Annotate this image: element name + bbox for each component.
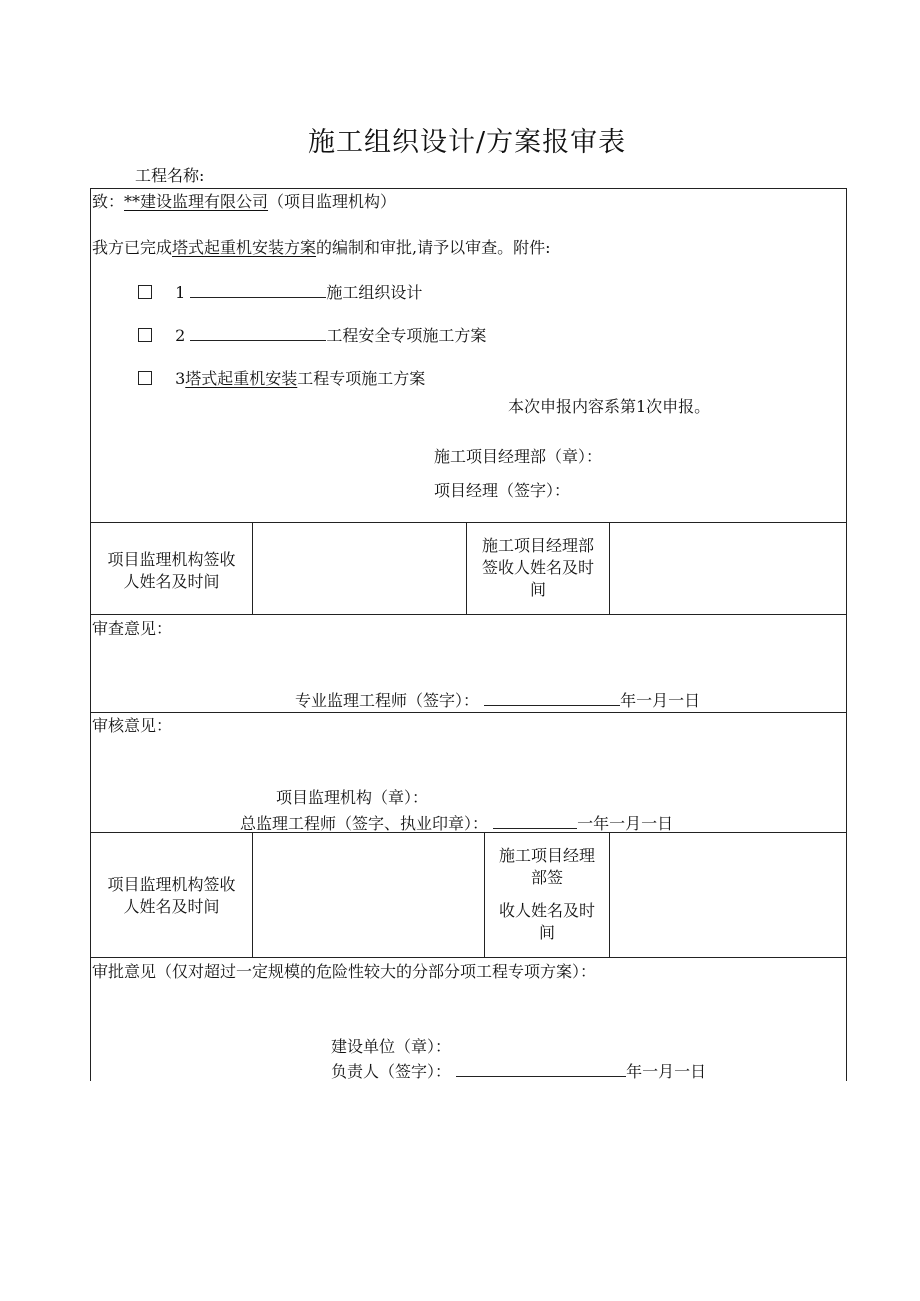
audit-signature-blank[interactable]	[493, 813, 577, 829]
attachment-number: 2	[175, 326, 186, 345]
supervision-company: **建设监理有限公司	[124, 192, 269, 211]
statement-line	[92, 238, 551, 258]
attachment-fill-blank[interactable]	[190, 282, 326, 298]
audit-signature-line	[240, 813, 673, 834]
addressee-prefix: 致：	[92, 192, 125, 211]
label-line: 间	[529, 580, 546, 599]
audit-opinion-label: 审核意见：	[92, 716, 173, 735]
approval-date: 年一月一日	[626, 1062, 707, 1081]
review-date: 年一月一日	[620, 691, 701, 710]
submission-note: 本次申报内容系第1次申报。	[508, 397, 711, 416]
approval-signature-blank[interactable]	[456, 1061, 626, 1077]
label-line: 收人姓名及时	[498, 901, 595, 920]
review-opinion-label: 审查意见：	[92, 619, 173, 638]
addressee-line	[92, 192, 396, 212]
review-signer-label: 专业监理工程师（签字）：	[295, 691, 480, 710]
attachment-fill-blank[interactable]	[190, 325, 326, 341]
attachment-text: 工程专项施工方案	[297, 369, 426, 388]
project-manager-sign-label: 项目经理（签字）：	[434, 481, 571, 500]
contractor-dept-seal-label: 施工项目经理部（章）：	[434, 447, 603, 466]
contractor-receipt-field[interactable]	[610, 833, 846, 957]
attachment-number: 3	[175, 369, 186, 388]
statement-pre: 我方已完成	[92, 238, 173, 257]
audit-date: 一年一月一日	[577, 814, 674, 833]
approval-signer-label: 负责人（签字）：	[331, 1062, 452, 1081]
label-line: 人姓名及时间	[123, 572, 220, 591]
label-line: 签收人姓名及时	[481, 558, 594, 577]
audit-seal-label: 项目监理机构（章）：	[276, 788, 429, 807]
attachment-item[interactable]	[138, 325, 486, 346]
supervision-receipt-label	[91, 874, 252, 918]
statement-item: 塔式起重机安装方案	[172, 238, 317, 257]
attachment-number: 1	[175, 283, 186, 302]
contractor-receipt-field[interactable]	[610, 523, 846, 614]
review-signature-blank[interactable]	[484, 690, 620, 706]
label-line: 人姓名及时间	[123, 897, 220, 916]
supervision-receipt-label	[91, 549, 252, 593]
supervision-receipt-field[interactable]	[253, 523, 466, 614]
supervision-receipt-field[interactable]	[253, 833, 484, 957]
attachment-text: 施工组织设计	[326, 283, 423, 302]
checkbox[interactable]	[138, 285, 152, 299]
attachment-fill-text: 塔式起重机安装	[185, 369, 298, 388]
approval-signature-line	[331, 1061, 706, 1082]
attachment-item[interactable]	[138, 369, 425, 389]
contractor-receipt-label	[485, 845, 609, 944]
statement-post: 的编制和审批,请予以审查。附件:	[316, 238, 551, 257]
label-line: 施工项目经理	[498, 846, 595, 865]
review-signature-line	[295, 690, 700, 711]
label-line: 间	[538, 923, 555, 942]
audit-signer-label: 总监理工程师（签字、执业印章）：	[240, 814, 489, 833]
approval-seal-label: 建设单位（章）：	[331, 1037, 452, 1056]
project-name-label: 工程名称:	[135, 166, 205, 185]
label-line: 施工项目经理部	[481, 536, 594, 555]
checkbox[interactable]	[138, 328, 152, 342]
addressee-suffix: （项目监理机构）	[268, 192, 397, 211]
attachment-text: 工程安全专项施工方案	[326, 326, 487, 345]
label-line: 项目监理机构签收	[107, 550, 236, 569]
page-title: 施工组织设计/方案报审表	[308, 127, 627, 158]
label-line: 部签	[530, 868, 563, 887]
contractor-receipt-label	[467, 535, 609, 601]
attachment-item[interactable]	[138, 282, 422, 303]
label-line: 项目监理机构签收	[107, 875, 236, 894]
checkbox[interactable]	[138, 371, 152, 385]
approval-opinion-label: 审批意见（仅对超过一定规模的危险性较大的分部分项工程专项方案）：	[92, 962, 597, 981]
